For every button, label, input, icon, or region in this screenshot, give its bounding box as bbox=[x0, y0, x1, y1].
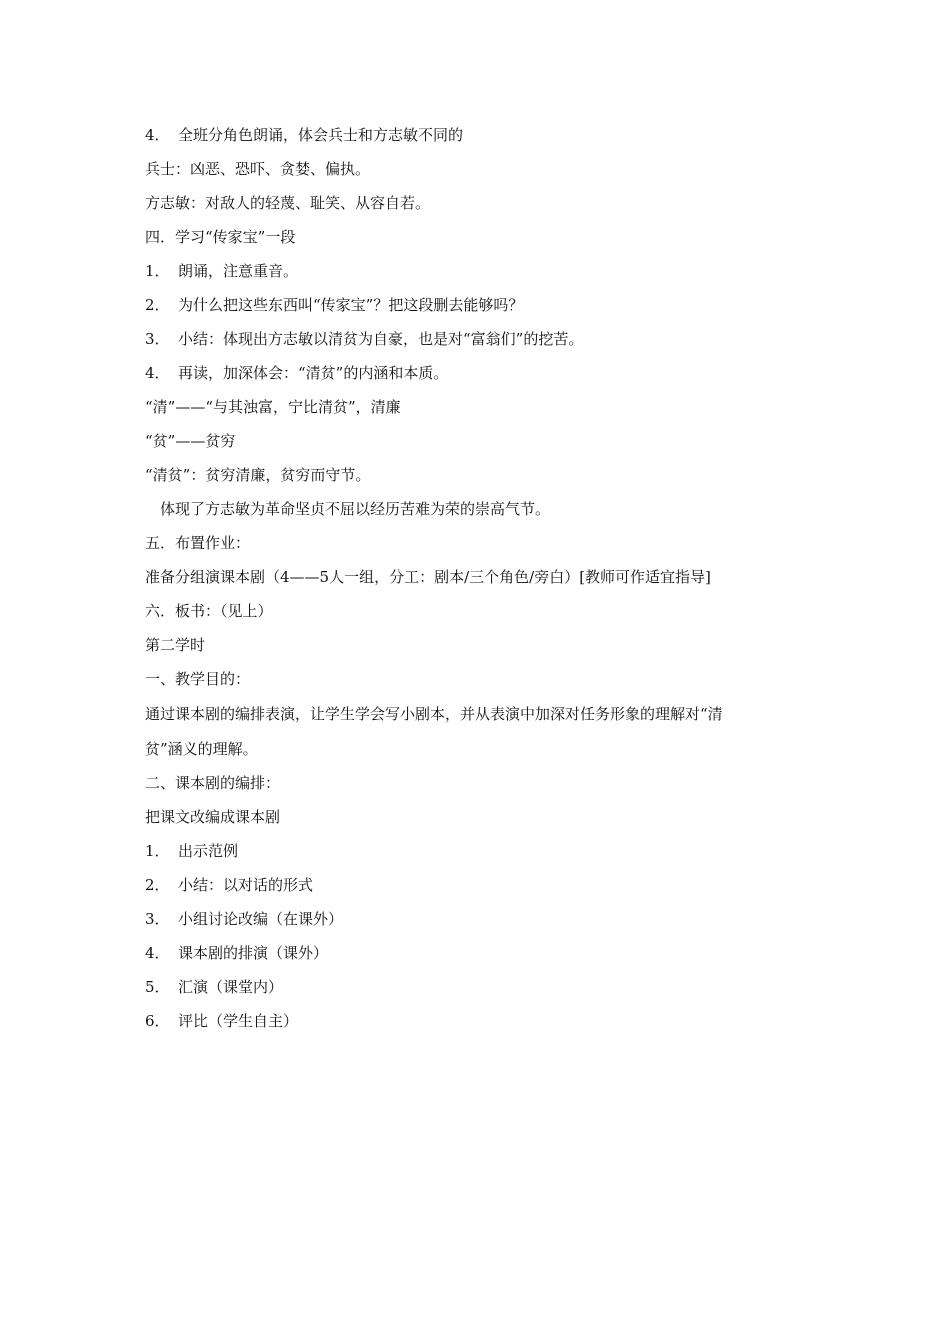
list-item bbox=[145, 970, 825, 1004]
item-text: 全班分角色朗诵，体会兵士和方志敏不同的 bbox=[178, 126, 464, 144]
item-number: 2． bbox=[145, 296, 170, 314]
list-item bbox=[145, 936, 825, 970]
list-item bbox=[145, 902, 825, 936]
list-item bbox=[145, 322, 825, 356]
item-number: 4． bbox=[145, 364, 170, 382]
item-text: 朗诵，注意重音。 bbox=[178, 262, 299, 280]
list-item bbox=[145, 868, 825, 902]
item-number: 6． bbox=[145, 1012, 170, 1030]
list-item bbox=[145, 356, 825, 390]
paragraph: 体现了方志敏为革命坚贞不屈以经历苦难为荣的崇高气节。 bbox=[160, 500, 551, 518]
item-text: 课本剧的排演（课外） bbox=[178, 944, 329, 962]
item-number: 1． bbox=[145, 262, 170, 280]
list-item bbox=[145, 254, 825, 288]
paragraph: 把课文改编成课本剧 bbox=[145, 808, 281, 826]
item-number: 4． bbox=[145, 126, 170, 144]
paragraph: 贫”涵义的理解。 bbox=[145, 740, 258, 758]
item-text: 为什么把这些东西叫“传家宝”？把这段删去能够吗？ bbox=[178, 296, 524, 314]
paragraph: 兵士：凶恶、恐吓、贪婪、偏执。 bbox=[145, 160, 371, 178]
item-text: 小结：以对话的形式 bbox=[178, 876, 314, 894]
item-number: 1． bbox=[145, 842, 170, 860]
item-number: 5． bbox=[145, 978, 170, 996]
paragraph: 通过课本剧的编排表演，让学生学会写小剧本，并从表演中加深对任务形象的理解对“清 bbox=[145, 705, 723, 723]
list-item bbox=[145, 834, 825, 868]
item-text: 小结：体现出方志敏以清贫为自豪，也是对“富翁们”的挖苦。 bbox=[178, 330, 584, 348]
item-number: 3． bbox=[145, 330, 170, 348]
section-heading: 四．学习“传家宝”一段 bbox=[145, 228, 296, 246]
paragraph: “清”——“与其浊富，宁比清贫”，清廉 bbox=[145, 398, 401, 416]
list-item bbox=[145, 118, 825, 152]
item-text: 汇演（课堂内） bbox=[178, 978, 284, 996]
section-heading: 五．布置作业： bbox=[145, 534, 251, 552]
paragraph: “贫”——贫穷 bbox=[145, 432, 236, 450]
item-text: 小组讨论改编（在课外） bbox=[178, 910, 344, 928]
item-text: 再读，加深体会：“清贫”的内涵和本质。 bbox=[178, 364, 449, 382]
item-number: 4． bbox=[145, 944, 170, 962]
section-heading: 一、教学目的： bbox=[145, 670, 251, 688]
item-number: 2． bbox=[145, 876, 170, 894]
paragraph: “清贫”：贫穷清廉，贫穷而守节。 bbox=[145, 466, 371, 484]
list-item bbox=[145, 1004, 825, 1038]
section-heading: 二、课本剧的编排： bbox=[145, 774, 281, 792]
list-item bbox=[145, 288, 825, 322]
section-heading: 第二学时 bbox=[145, 636, 206, 654]
item-text: 出示范例 bbox=[178, 842, 239, 860]
paragraph: 方志敏：对敌人的轻蔑、耻笑、从容自若。 bbox=[145, 194, 431, 212]
section-heading: 六．板书：（见上） bbox=[145, 602, 273, 620]
item-text: 评比（学生自主） bbox=[178, 1012, 299, 1030]
document-body bbox=[145, 118, 825, 1038]
paragraph: 准备分组演课本剧（4——5人一组，分工：剧本/三个角色/旁白）[教师可作适宜指导] bbox=[145, 568, 711, 586]
item-number: 3． bbox=[145, 910, 170, 928]
